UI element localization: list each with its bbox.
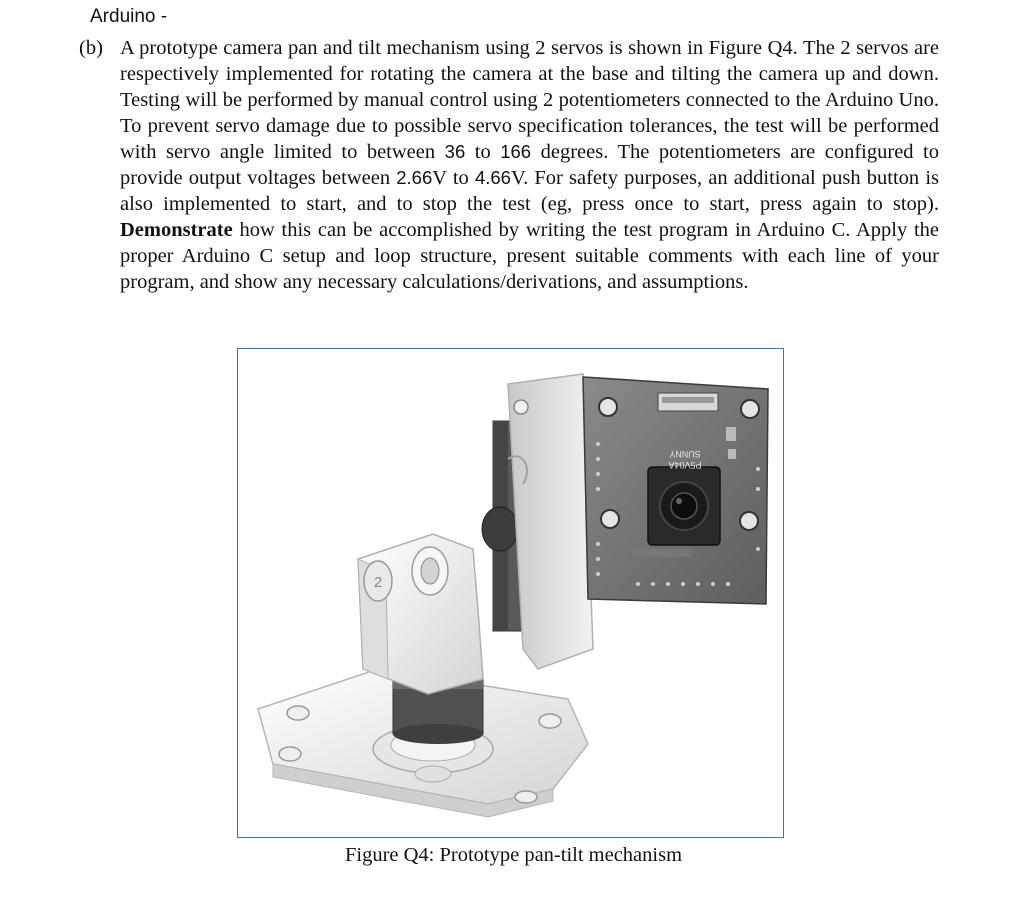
figure-q4-frame [237,348,784,838]
chip-label-model: P5V04A [668,460,702,470]
part-number: 2 [373,574,383,591]
angle-min: 36 [444,141,466,162]
figure-caption: Figure Q4: Prototype pan-tilt mechanism [344,844,683,866]
demonstrate-keyword: Demonstrate [120,219,233,241]
mount-hole [515,791,537,803]
mount-hole [287,706,309,720]
question-text-2: to [474,141,491,163]
document-header: Arduino - [90,6,168,27]
question-text-3: degrees. The potentiometers are configured to provide output voltages between [120,141,940,189]
pan-tilt-illustration [238,349,782,836]
voltage-max: 4.66 [474,167,511,188]
question-text-4: . For safety purposes, an additional push button is also implemented to start, and to stop the test (eg, press once to start, press again to stop). [120,167,939,215]
angle-max: 166 [500,141,532,162]
question-b [79,35,939,295]
mount-hole [539,714,561,728]
camera-pcb [583,377,768,604]
pcb-mount-hole [740,512,758,530]
question-text-1: A prototype camera pan and tilt mechanism using 2 servos is shown in Figure Q4. The 2 servos are respectively implemented for rotating the camera at the base and tilting the camera up and down. Testing will be performed by manual control using 2 potentiometers connected to the Arduino Uno. To prevent servo damage due to possible servo specification tolerances, the test will be performed with servo angle limited to between [120,37,939,163]
voltage-unit-1: V to [432,167,469,189]
pcb-mount-hole [601,510,619,528]
pcb-mount-hole [741,400,759,418]
chip-label-sunny: SUNNY [669,449,701,459]
question-text-5: how this can be accomplished by writing the test program in Arduino C. Apply the proper Arduino C setup and loop structure, present suitable comments with each line of your program, and show any necessary calculations/derivations, and assumptions. [120,219,940,293]
question-label: (b) [79,37,103,59]
voltage-min: 2.66 [396,167,433,188]
voltage-unit-2: V [510,167,524,189]
mount-hole [279,747,301,761]
question-body [120,35,939,295]
pcb-mount-hole [599,398,617,416]
lower-bracket [358,534,483,694]
